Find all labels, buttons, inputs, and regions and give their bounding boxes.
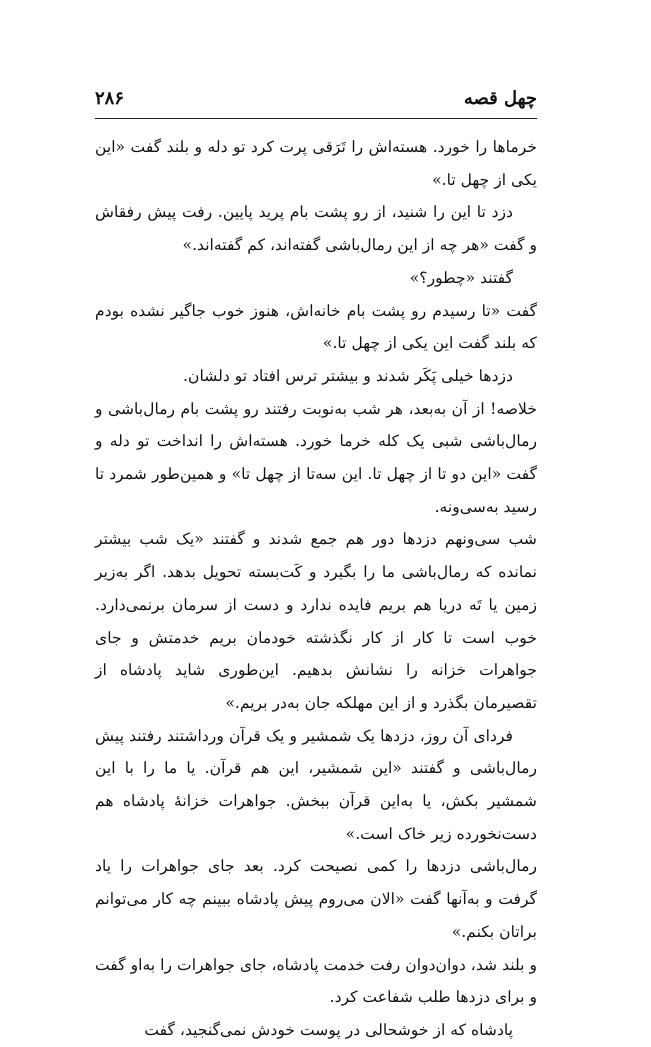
- paragraph: گفت «تا رسیدم رو پشت بام خانه‌اش، هنوز خوب جاگیر نشده بودم که بلند گفت این یکی از چهل تا.»: [95, 301, 537, 353]
- paragraph: شب سی‌ونهم دزدها دور هم جمع شدند و گفتند «یک شب بیشتر نمانده که رمال‌باشی ما را بگیرد و کَت‌بسته تحویل بدهد. اگر به‌زیر زمین یا تَه دریا هم بریم فایده ندارد و دست از سرمان برنمی‌دارد. خوب است تا کار از کار نگذشته خودمان بریم خدمتش و جای جواهرات خزانه را نشانش بدهیم. این‌طوری شاید پادشاه از تقصیرمان بگذرد و از این مهلکه جان به‌در بریم.»: [95, 530, 537, 712]
- story-text: [95, 131, 537, 1047]
- paragraph: گفتند «چطور؟»: [409, 268, 513, 287]
- paragraph: دزد تا این را شنید، از رو پشت بام پرید پایین. رفت پیش رفقاش و گفت «هر چه از این رمال‌باشی گفته‌اند، کم گفته‌اند.»: [95, 203, 537, 255]
- paragraph: خرماها را خورد. هسته‌اش را تَرَقی پرت کرد تو دله و بلند گفت «این یکی از چهل تا.»: [95, 138, 537, 189]
- page-header: [95, 88, 537, 119]
- running-title: چهل قصه: [463, 88, 537, 109]
- paragraph: پادشاه که از خوشحالی در پوست خودش نمی‌گنجید، گفت: [144, 1020, 513, 1039]
- paragraph: و بلند شد، دوان‌دوان رفت خدمت پادشاه، جای جواهرات را به‌او گفت و برای دزدها طلب شفاعت کرد.: [95, 955, 537, 1007]
- paragraph: رمال‌باشی دزدها را کمی نصیحت کرد. بعد جای جواهرات را یاد گرفت و به‌آنها گفت «الان می‌روم پیش پادشاه ببینم چه کار می‌توانم براتان بکنم.»: [95, 857, 537, 941]
- paragraph: خلاصه! از آن به‌بعد، هر شب به‌نوبت رفتند رو پشت بام رمال‌باشی و رمال‌باشی شبی یک کله خرما خورد. هسته‌اش را انداخت تو دله و گفت «این دو تا از چهل تا. این سه‌تا از چهل تا» و همین‌طور شمرد تا رسید به‌سی‌ونه.: [95, 399, 537, 516]
- paragraph: دزدها خیلی پَکَر شدند و بیشتر ترس افتاد تو دلشان.: [183, 366, 513, 385]
- paragraph: فردای آن روز، دزدها یک شمشیر و یک قرآن ورداشتند رفتند پیش رمال‌باشی و گفتند «این شمشیر، این هم قرآن. یا ما را با این شمشیر بکش، یا به‌این قرآن ببخش. جواهرات خزانهٔ پادشاه هم دست‌نخورده زیر خاک است.»: [95, 726, 537, 843]
- page-number: ۲۸۶: [95, 88, 125, 109]
